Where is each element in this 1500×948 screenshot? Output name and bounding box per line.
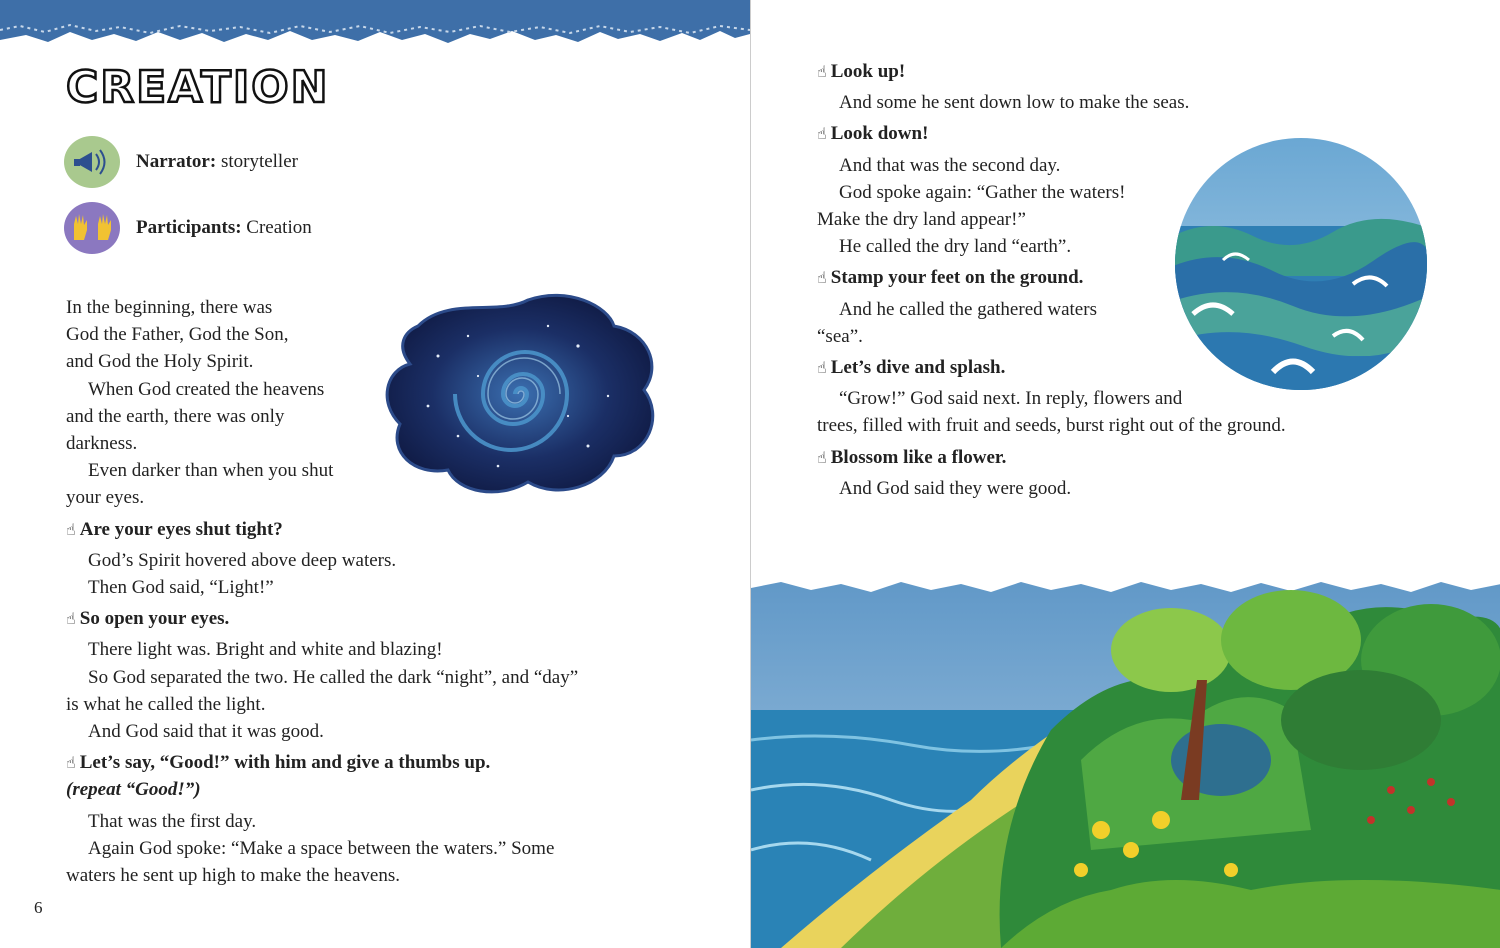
action-prompt: ☝ So open your eyes. bbox=[66, 608, 230, 630]
body-line: There light was. Bright and white and blazing! bbox=[88, 639, 443, 661]
body-line: trees, filled with fruit and seeds, burst right out of the ground. bbox=[817, 415, 1286, 437]
participants-text: Participants: Creation bbox=[136, 217, 312, 238]
action-prompt: ☝ Let’s dive and splash. bbox=[817, 357, 1006, 379]
action-prompt: ☝ Stamp your feet on the ground. bbox=[817, 267, 1084, 289]
body-line: He called the dry land “earth”. bbox=[839, 236, 1072, 258]
participants-role bbox=[62, 200, 312, 256]
hand-icon: ☝ bbox=[66, 609, 76, 629]
repeat-instruction: (repeat “Good!”) bbox=[66, 779, 201, 801]
left-body-text bbox=[66, 294, 676, 889]
page-title: CREATION bbox=[66, 62, 330, 113]
hand-icon: ☝ bbox=[817, 62, 827, 81]
top-paint-band bbox=[0, 0, 750, 48]
body-line: Again God spoke: “Make a space between the waters.” Some bbox=[88, 837, 555, 859]
hand-icon: ☝ bbox=[66, 753, 76, 773]
body-line: That was the first day. bbox=[88, 810, 257, 832]
narrator-text: Narrator: storyteller bbox=[136, 151, 298, 172]
body-line: Then God said, “Light!” bbox=[88, 577, 274, 599]
megaphone-icon bbox=[62, 134, 122, 190]
body-line: waters he sent up high to make the heavens. bbox=[66, 865, 400, 887]
garden-landscape-illustration bbox=[751, 570, 1500, 948]
body-line: In the beginning, there was bbox=[66, 297, 273, 318]
hand-icon: ☝ bbox=[817, 268, 827, 288]
body-line: “sea”. bbox=[817, 325, 863, 347]
body-line: Even darker than when you shut bbox=[88, 460, 334, 482]
sea-waves-illustration bbox=[1173, 136, 1429, 392]
action-prompt: ☝ Blossom like a flower. bbox=[817, 446, 1007, 468]
body-line: and the earth, there was only bbox=[66, 405, 285, 427]
body-line: and God the Holy Spirit. bbox=[66, 351, 254, 373]
raised-hands-icon bbox=[62, 200, 122, 256]
body-line: When God created the heavens bbox=[88, 378, 325, 400]
hand-icon: ☝ bbox=[817, 358, 827, 378]
body-line: God’s Spirit hovered above deep waters. bbox=[88, 549, 397, 571]
body-line: Make the dry land appear!” bbox=[817, 209, 1026, 231]
action-prompt: ☝ Let’s say, “Good!” with him and give a thumbs up. bbox=[66, 752, 491, 774]
body-line: And some he sent down low to make the seas. bbox=[839, 92, 1190, 114]
body-line: And God said they were good. bbox=[839, 477, 1072, 499]
body-line: God spoke again: “Gather the waters! bbox=[839, 181, 1126, 203]
body-line: So God separated the two. He called the dark “night”, and “day” bbox=[88, 666, 579, 688]
hand-icon: ☝ bbox=[817, 447, 827, 467]
body-line: is what he called the light. bbox=[66, 693, 266, 715]
right-page bbox=[750, 0, 1500, 948]
body-line: And he called the gathered waters bbox=[839, 298, 1097, 320]
action-prompt: ☝ Are your eyes shut tight? bbox=[66, 518, 283, 540]
action-prompt: ☝ Look down! bbox=[817, 123, 929, 145]
body-line: And that was the second day. bbox=[839, 154, 1061, 176]
body-line: darkness. bbox=[66, 433, 138, 455]
body-line: “Grow!” God said next. In reply, flowers and bbox=[839, 388, 1183, 410]
narrator-role bbox=[62, 134, 298, 190]
hand-icon: ☝ bbox=[66, 519, 76, 539]
body-line: your eyes. bbox=[66, 487, 145, 509]
hand-icon: ☝ bbox=[817, 124, 827, 144]
action-prompt: ☝ Look up! bbox=[817, 61, 906, 82]
page-number: 6 bbox=[34, 898, 43, 917]
body-line: God the Father, God the Son, bbox=[66, 324, 289, 346]
body-line: And God said that it was good. bbox=[88, 721, 324, 743]
